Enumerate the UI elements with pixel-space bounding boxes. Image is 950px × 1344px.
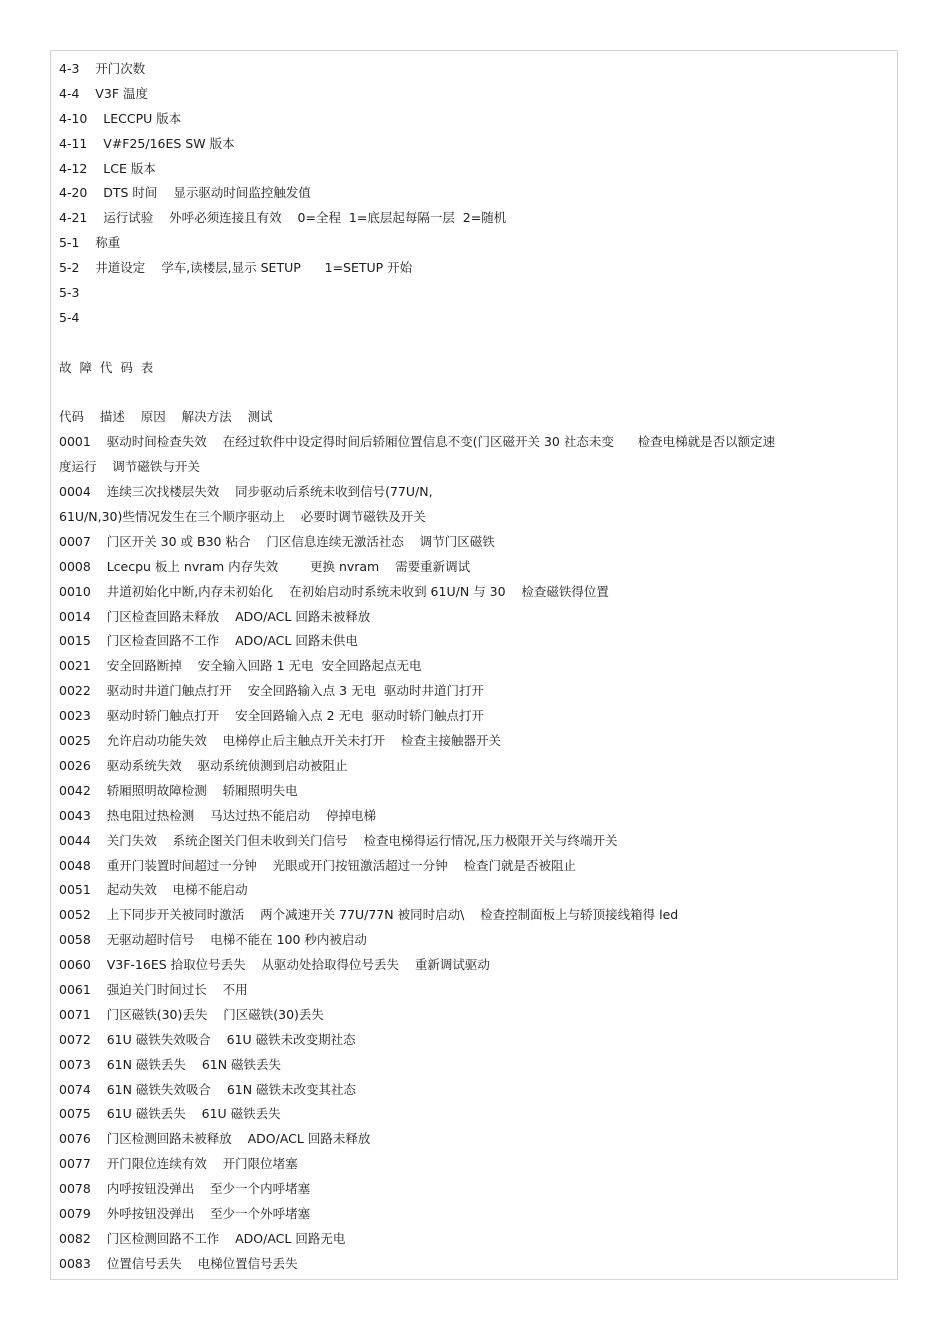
text-line: 0043 热电阻过热检测 马达过热不能启动 停掉电梯 <box>59 807 376 823</box>
text-line: 4-21 运行试验 外呼必须连接且有效 0=全程 1=底层起每隔一层 2=随机 <box>59 210 507 226</box>
text-line: 0083 位置信号丢失 电梯位置信号丢失 <box>59 1255 298 1271</box>
text-line: 0074 61N 磁铁失效吸合 61N 磁铁未改变其社态 <box>59 1081 357 1097</box>
text-line: 代码 描述 原因 解决方法 测试 <box>59 409 273 425</box>
text-line: 0010 井道初始化中断,内存未初始化 在初始启动时系统未收到 61U/N 与 30 检查磁铁得位置 <box>59 583 609 599</box>
text-line <box>59 331 889 356</box>
text-line <box>59 381 889 406</box>
document-body <box>59 57 889 1277</box>
text-line: 0072 61U 磁铁失效吸合 61U 磁铁未改变期社态 <box>59 1031 356 1047</box>
text-line: 0014 门区检查回路未释放 ADO/ACL 回路未被释放 <box>59 608 371 624</box>
text-line: 0077 开门限位连续有效 开门限位堵塞 <box>59 1156 298 1172</box>
text-line: 0004 连续三次找楼层失效 同步驱动后系统未收到信号(77U/N, <box>59 484 433 500</box>
text-line: 0073 61N 磁铁丢失 61N 磁铁丢失 <box>59 1056 282 1072</box>
text-line: 0023 驱动时轿门触点打开 安全回路输入点 2 无电 驱动时轿门触点打开 <box>59 708 484 724</box>
text-line: 0060 V3F-16ES 拾取位号丢失 从驱动处拾取得位号丢失 重新调试驱动 <box>59 957 490 973</box>
text-line: 0075 61U 磁铁丢失 61U 磁铁丢失 <box>59 1106 281 1122</box>
text-line: 0078 内呼按钮没弹出 至少一个内呼堵塞 <box>59 1181 311 1197</box>
text-line: 0008 Lcecpu 板上 nvram 内存失效 更换 nvram 需要重新调试 <box>59 558 471 574</box>
text-line: 61U/N,30)些情况发生在三个顺序驱动上 必要时调节磁铁及开关 <box>59 509 426 525</box>
text-line: 0025 允许启动功能失效 电梯停止后主触点开关未打开 检查主接触器开关 <box>59 733 501 749</box>
text-line: 0015 门区检查回路不工作 ADO/ACL 回路未供电 <box>59 633 358 649</box>
text-line: 0052 上下同步开关被同时激活 两个减速开关 77U/77N 被同时启动\ 检查控制面板上与轿顶接线箱得 led <box>59 907 679 923</box>
text-line: 0082 门区检测回路不工作 ADO/ACL 回路无电 <box>59 1230 346 1246</box>
text-line: 0021 安全回路断掉 安全输入回路 1 无电 安全回路起点无电 <box>59 658 422 674</box>
text-line: 0001 驱动时间检查失效 在经过软件中设定得时间后轿厢位置信息不变(门区磁开关 30 社态未变 检查电梯就是否以额定速 <box>59 434 776 450</box>
text-line: 故 障 代 码 表 <box>59 359 154 375</box>
text-line: 度运行 调节磁铁与开关 <box>59 459 200 475</box>
text-line: 4-11 V#F25/16ES SW 版本 <box>59 135 235 151</box>
text-line: 5-2 井道设定 学车,读楼层,显示 SETUP 1=SETUP 开始 <box>59 260 413 276</box>
text-line: 4-20 DTS 时间 显示驱动时间监控触发值 <box>59 185 311 201</box>
text-line: 4-10 LECCPU 版本 <box>59 110 182 126</box>
text-line: 0079 外呼按钮没弹出 至少一个外呼堵塞 <box>59 1205 311 1221</box>
text-line: 0048 重开门装置时间超过一分钟 光眼或开门按钮激活超过一分钟 检查门就是否被阻止 <box>59 857 576 873</box>
text-line: 0022 驱动时井道门触点打开 安全回路输入点 3 无电 驱动时井道门打开 <box>59 683 484 699</box>
text-line: 0058 无驱动超时信号 电梯不能在 100 秒内被启动 <box>59 932 367 948</box>
text-line: 0076 门区检测回路未被释放 ADO/ACL 回路未释放 <box>59 1131 371 1147</box>
text-line: 0044 关门失效 系统企图关门但未收到关门信号 检查电梯得运行情况,压力极限开关与终端开关 <box>59 832 618 848</box>
text-line: 0007 门区开关 30 或 B30 粘合 门区信息连续无激活社态 调节门区磁铁 <box>59 533 495 549</box>
text-line: 5-3 <box>59 285 80 301</box>
text-line: 0026 驱动系统失效 驱动系统侦测到启动被阻止 <box>59 757 348 773</box>
text-line: 5-1 称重 <box>59 235 121 251</box>
text-line: 5-4 <box>59 309 80 325</box>
text-line: 4-4 V3F 温度 <box>59 85 148 101</box>
document-page <box>50 50 898 1280</box>
text-line: 0071 门区磁铁(30)丢失 门区磁铁(30)丢失 <box>59 1006 324 1022</box>
text-line: 4-3 开门次数 <box>59 61 146 76</box>
text-line: 4-12 LCE 版本 <box>59 160 156 176</box>
text-line: 0061 强迫关门时间过长 不用 <box>59 981 248 997</box>
text-line: 0042 轿厢照明故障检测 轿厢照明失电 <box>59 782 298 798</box>
text-line: 0051 起动失效 电梯不能启动 <box>59 882 248 898</box>
